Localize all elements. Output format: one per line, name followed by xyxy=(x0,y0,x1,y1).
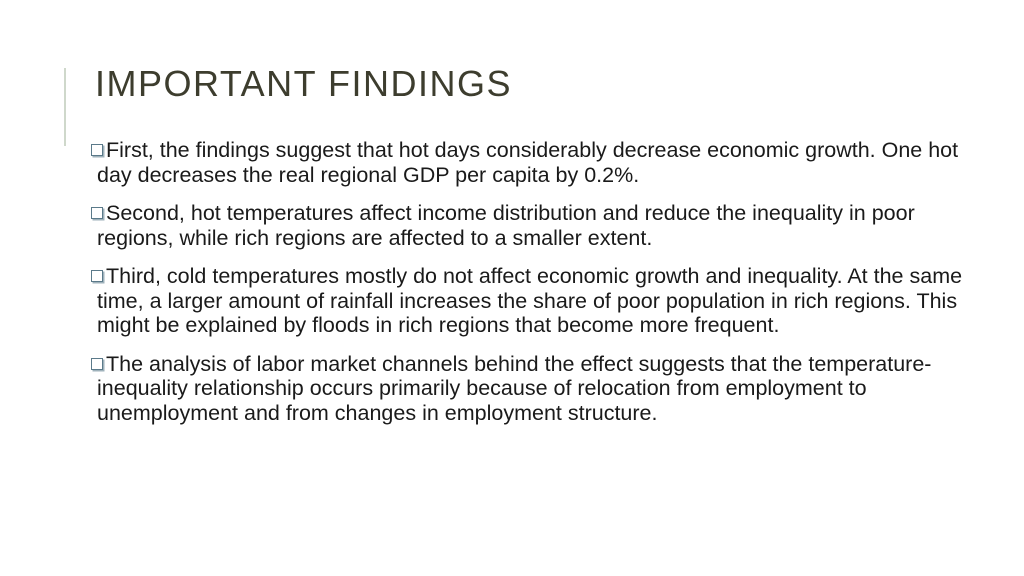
list-item xyxy=(97,201,967,250)
findings-list xyxy=(97,138,967,439)
title-accent-line xyxy=(64,68,66,146)
slide-title: IMPORTANT FINDINGS xyxy=(95,63,513,104)
list-item-text: First, the findings suggest that hot days considerably decrease economic growth. One hot day decreases the real regional GDP per capita by 0.2%. xyxy=(97,138,959,187)
list-item xyxy=(97,264,967,338)
list-item-text: The analysis of labor market channels behind the effect suggests that the temperature-inequality relationship occurs primarily because of relocation from employment to unemployment and from changes in employment structure. xyxy=(97,351,932,425)
list-item xyxy=(97,352,967,426)
square-bullet-icon xyxy=(91,144,103,156)
square-bullet-icon xyxy=(91,358,103,370)
list-item-text: Second, hot temperatures affect income distribution and reduce the inequality in poor regions, while rich regions are affected to a smaller extent. xyxy=(97,201,915,250)
square-bullet-icon xyxy=(91,270,103,282)
list-item xyxy=(97,138,967,187)
list-item-text: Third, cold temperatures mostly do not affect economic growth and inequality. At the same time, a larger amount of rainfall increases the share of poor population in rich regions. This might be explained by floods in rich regions that become more frequent. xyxy=(97,264,963,337)
square-bullet-icon xyxy=(91,207,103,219)
